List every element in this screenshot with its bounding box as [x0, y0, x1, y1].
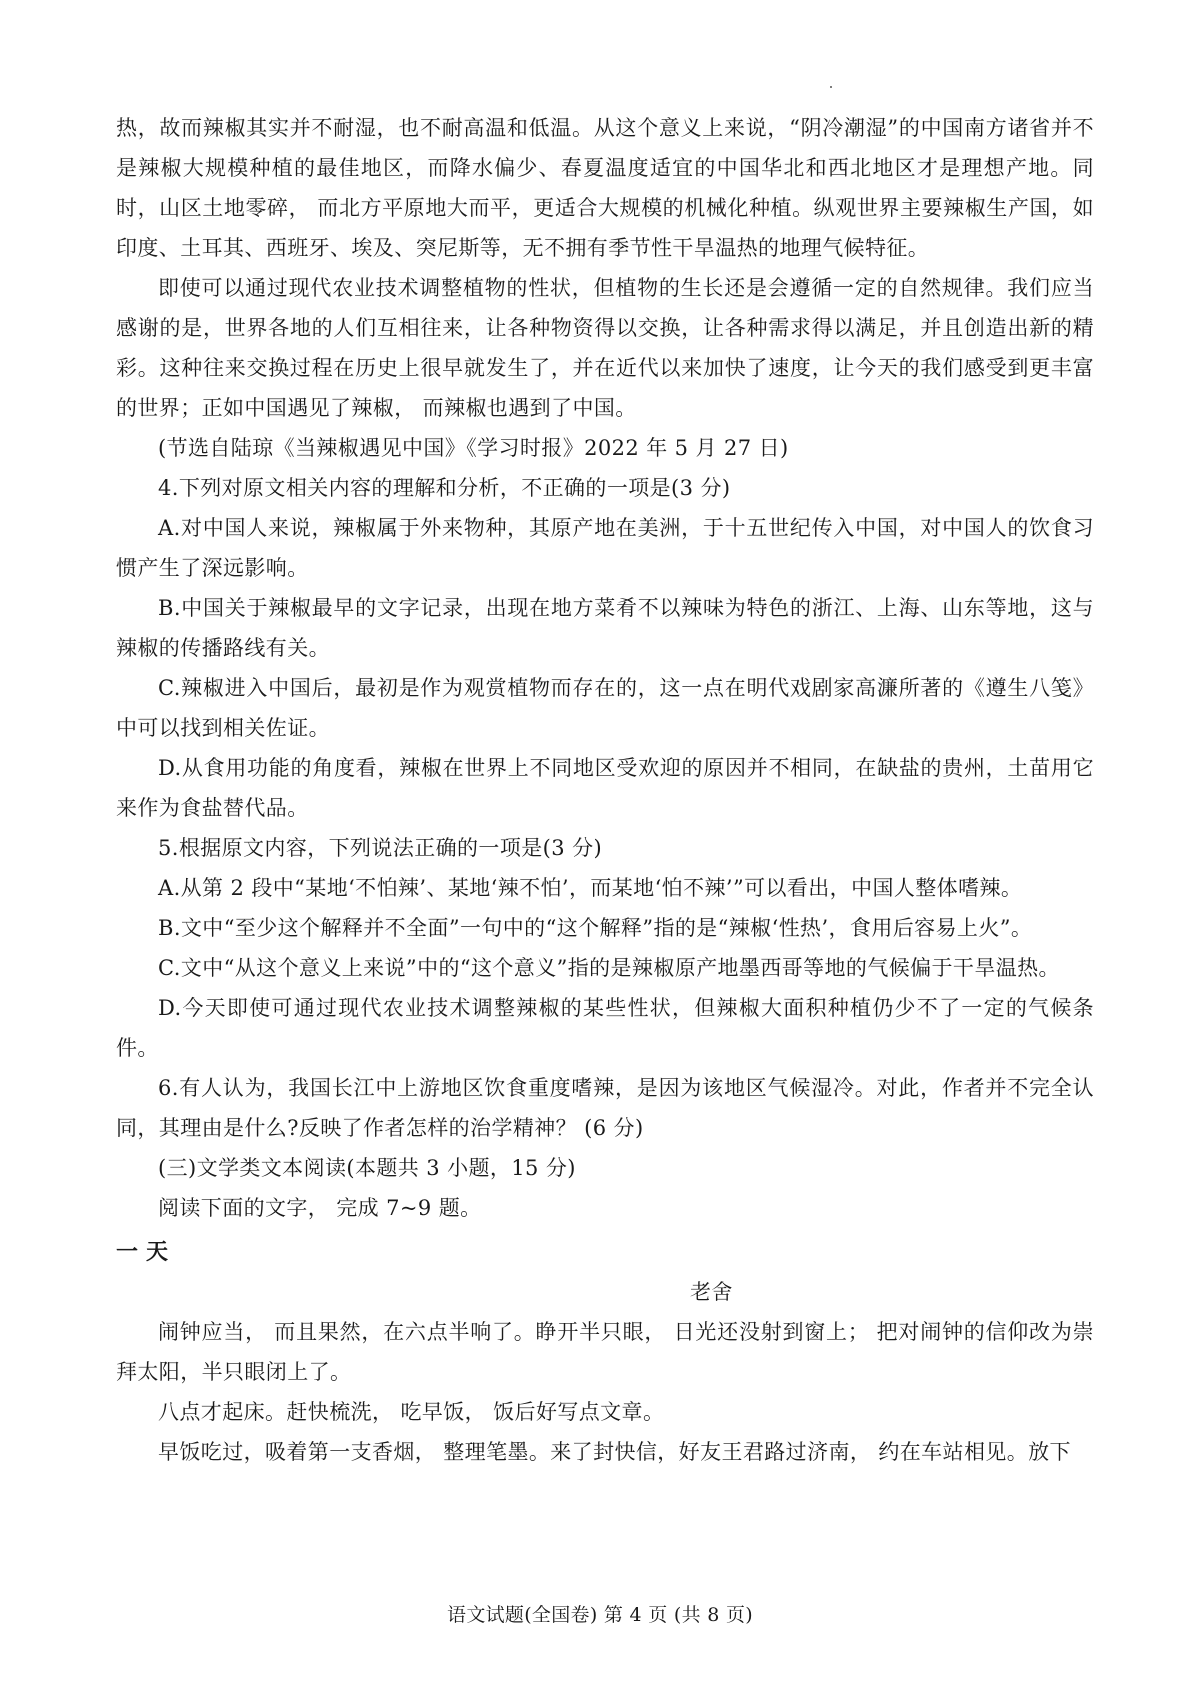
- question-5-option-b: B.文中“至少这个解释并不全面”一句中的“这个解释”指的是“辣椒‘性热’，食用后容易上火”。: [158, 916, 1033, 940]
- question-5-stem: 5.根据原文内容，下列说法正确的一项是(3 分): [158, 836, 603, 860]
- question-5-option-a: A.从第 2 段中“某地‘不怕辣’、某地‘辣不怕’，而某地‘怕不辣’”可以看出，中国人整体嗜辣。: [158, 876, 1023, 900]
- question-5-option-d: D.今天即使可通过现代农业技术调整辣椒的某些性状，但辣椒大面积种植仍少不了一定的气候条件。: [116, 996, 1094, 1060]
- question-5-option-c: C.文中“从这个意义上来说”中的“这个意义”指的是辣椒原产地墨西哥等地的气候偏于干旱温热。: [158, 956, 1060, 980]
- question-6-stem: 6.有人认为，我国长江中上游地区饮食重度嗜辣，是因为该地区气候湿冷。对此，作者并不完全认同，其理由是什么?反映了作者怎样的治学精神？ (6 分): [116, 1076, 1094, 1140]
- question-4-option-c: C.辣椒进入中国后，最初是作为观赏植物而存在的，这一点在明代戏剧家高濂所著的《遵生八笺》中可以找到相关佐证。: [116, 676, 1094, 740]
- story-author: 老舍: [690, 1280, 733, 1304]
- section-3-instruction: 阅读下面的文字， 完成 7~9 题。: [158, 1196, 482, 1220]
- story-title: 一天: [116, 1239, 177, 1265]
- question-4-stem: 4.下列对原文相关内容的理解和分析，不正确的一项是(3 分): [158, 476, 731, 500]
- paragraph-continuation: 热，故而辣椒其实并不耐湿，也不耐高温和低温。从这个意义上来说，“阴冷潮湿”的中国南方诸省并不是辣椒大规模种植的最佳地区，而降水偏少、春夏温度适宜的中国华北和西北地区才是理想产地。同时，山区土地零碎， 而北方平原地大而平，更适合大规模的机械化种植。纵观世界主要辣椒生产国，如印度、土耳其、西班牙、埃及、突尼斯等，无不拥有季节性干旱温热的地理气候特征。: [116, 116, 1094, 260]
- question-4-option-d: D.从食用功能的角度看，辣椒在世界上不同地区受欢迎的原因并不相同，在缺盐的贵州，土苗用它来作为食盐替代品。: [116, 756, 1094, 820]
- question-4-option-b: B.中国关于辣椒最早的文字记录，出现在地方菜肴不以辣味为特色的浙江、上海、山东等地，这与辣椒的传播路线有关。: [116, 596, 1094, 660]
- question-4-option-a: A.对中国人来说，辣椒属于外来物种，其原产地在美洲，于十五世纪传入中国，对中国人的饮食习惯产生了深远影响。: [116, 516, 1094, 580]
- story-paragraph-3: 早饭吃过，吸着第一支香烟， 整理笔墨。来了封快信，好友王君路过济南， 约在车站相见。放下: [158, 1440, 1071, 1464]
- page-content: [116, 108, 1094, 1472]
- story-paragraph-1: 闹钟应当， 而且果然，在六点半响了。睁开半只眼， 日光还没射到窗上； 把对闹钟的信仰改为崇拜太阳，半只眼闭上了。: [116, 1320, 1094, 1384]
- section-3-heading: (三)文学类文本阅读(本题共 3 小题，15 分): [158, 1156, 576, 1180]
- source-citation: (节选自陆琼《当辣椒遇见中国》《学习时报》2022 年 5 月 27 日): [158, 436, 789, 460]
- scan-dot: [830, 86, 832, 88]
- page-footer: 语文试题(全国卷) 第 4 页 (共 8 页): [447, 1604, 753, 1626]
- paragraph-conclusion: 即使可以通过现代农业技术调整植物的性状，但植物的生长还是会遵循一定的自然规律。我们应当感谢的是，世界各地的人们互相往来，让各种物资得以交换，让各种需求得以满足，并且创造出新的精彩。这种往来交换过程在历史上很早就发生了，并在近代以来加快了速度，让今天的我们感受到更丰富的世界；正如中国遇见了辣椒， 而辣椒也遇到了中国。: [116, 276, 1094, 420]
- story-paragraph-2: 八点才起床。赶快梳洗， 吃早饭， 饭后好写点文章。: [158, 1400, 665, 1424]
